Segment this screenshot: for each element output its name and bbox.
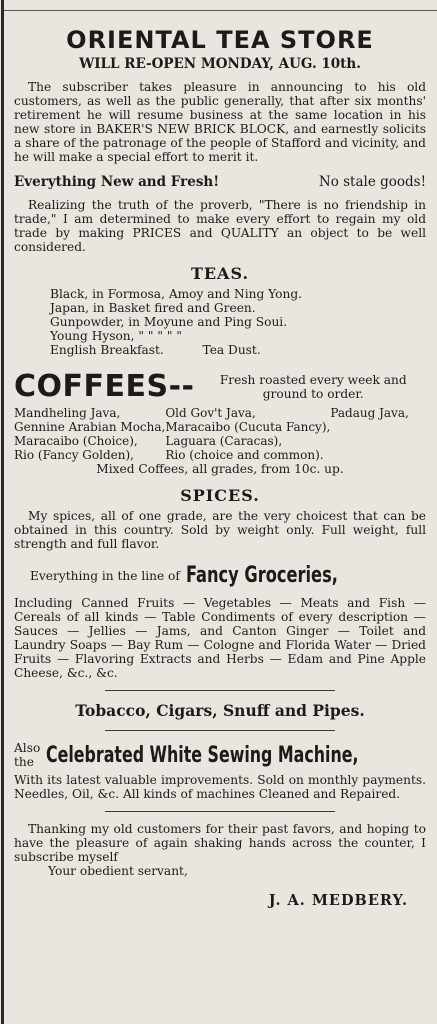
- divider: [105, 730, 335, 731]
- fancy-paragraph: Including Canned Fruits — Vegetables — Meats and Fish — Cereals of all kinds — Table Condiments of every description — Sauces — Jellies — Jams, and Canton Ginger — Toilet and Laundry Soaps — Bay Rum — Cologne and Florida Water — Dried Fruits — Flavoring Extracts and Herbs — Edam and Pine Apple Cheese, &c., &c.: [14, 596, 426, 680]
- coffee-item: [330, 420, 408, 434]
- coffee-item: Gennine Arabian Mocha,: [14, 420, 166, 434]
- tea-line: Young Hyson, " " " " ": [50, 329, 182, 343]
- teas-heading: TEAS.: [190, 264, 250, 283]
- proverb-paragraph: Realizing the truth of the proverb, "There is no friendship in trade," I am determined to make every effort to regain my old trade by making PRICES and QUALITY an object to be well considered.: [14, 198, 426, 254]
- coffees-header: [14, 369, 426, 404]
- everything-line: [14, 174, 426, 190]
- coffees-note: Fresh roasted every week and ground to order.: [219, 372, 407, 401]
- sewing-heading: Celebrated White Sewing Machine,: [46, 742, 359, 768]
- coffee-item: Rio (Fancy Golden),: [14, 448, 134, 462]
- no-stale: No stale goods!: [318, 174, 426, 190]
- advertisement: [14, 22, 426, 909]
- tea-line: Black, in Formosa, Amoy and Ning Yong.: [50, 287, 302, 301]
- divider: [105, 811, 335, 812]
- mixed-coffees: Mixed Coffees, all grades, from 10c. up.: [96, 462, 344, 476]
- coffee-item: Rio (choice and common).: [165, 448, 324, 462]
- coffee-item: [330, 434, 408, 448]
- spices-paragraph: My spices, all of one grade, are the very choicest that can be obtained in this country. Sold by weight only. Full weight, full strength and full flavor.: [14, 509, 426, 551]
- tea-line: Gunpowder, in Moyune and Ping Soui.: [50, 315, 288, 329]
- everything-new: Everything New and Fresh!: [14, 174, 220, 190]
- ad-subtitle: WILL RE-OPEN MONDAY, AUG. 10th.: [79, 56, 361, 72]
- coffee-item: Maracaibo (Choice),: [14, 434, 138, 448]
- coffee-item: Laguara (Caracas),: [165, 434, 283, 448]
- coffee-item: [330, 448, 408, 462]
- divider: [105, 690, 335, 691]
- tea-line: Japan, in Basket fired and Green.: [50, 301, 256, 315]
- teas-list: [50, 287, 426, 357]
- sewing-row: [14, 741, 426, 769]
- coffees-heading: COFFEES--: [14, 369, 195, 404]
- signature: J. A. MEDBERY.: [268, 892, 408, 909]
- tea-line: English Breakfast. Tea Dust.: [50, 343, 261, 357]
- ad-title: ORIENTAL TEA STORE: [66, 26, 374, 54]
- fancy-lead: Everything in the line of: [30, 568, 180, 583]
- coffee-item: Maracaibo (Cucuta Fancy),: [165, 420, 331, 434]
- column-rule: [1, 0, 4, 1024]
- coffee-item: Padaug Java,: [330, 406, 409, 420]
- closing-paragraph: Thanking my old customers for their past favors, and hoping to have the pleasure of again shaking hands across the counter, I subscribe myself: [14, 822, 426, 864]
- obedient-servant: Your obedient servant,: [48, 864, 188, 878]
- fancy-groceries-row: [14, 563, 426, 588]
- sewing-paragraph: With its latest valuable improvements. Sold on monthly payments. Needles, Oil, &c. All kinds of machines Cleaned and Repaired.: [14, 773, 426, 801]
- fancy-groceries-heading: Fancy Groceries,: [185, 563, 338, 588]
- tobacco-heading: Tobacco, Cigars, Snuff and Pipes.: [75, 701, 365, 720]
- coffee-item: Old Gov't Java,: [165, 406, 256, 420]
- coffee-item: Mandheling Java,: [14, 406, 121, 420]
- spices-heading: SPICES.: [180, 486, 260, 505]
- coffees-grid: [14, 406, 426, 462]
- sewing-lead: Also the: [14, 741, 41, 769]
- top-rule: [4, 0, 437, 11]
- intro-paragraph: The subscriber takes pleasure in announcing to his old customers, as well as the public generally, that after six months' retirement he will resume business at the same location in his new store in BAKER'S NEW BRICK BLOCK, and earnestly solicits a share of the patronage of the people of Stafford and vicinity, and he will make a special effort to merit it.: [14, 80, 426, 164]
